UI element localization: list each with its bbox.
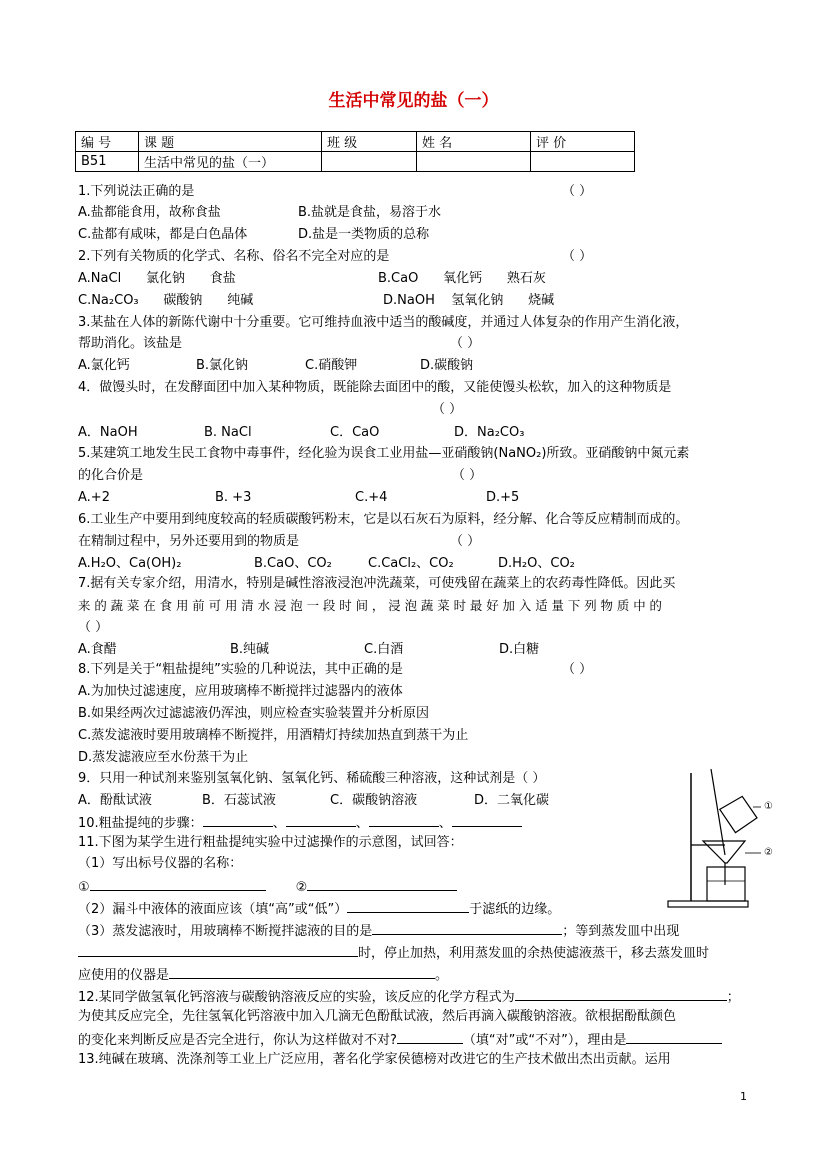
q12-blank-judgement[interactable] [397, 1029, 463, 1044]
q3-option-b: B.氯化钠 [196, 358, 249, 373]
table-header-cell: 评 价 [531, 132, 635, 152]
q7-option-c: C.白酒 [364, 642, 404, 657]
q5-answer-paren[interactable]: （ ） [452, 468, 483, 483]
q10-sep: 、 [355, 816, 369, 831]
q11-blank-instrument-2[interactable] [307, 876, 457, 891]
q10-blank-3[interactable] [369, 812, 439, 827]
q2-option-b: B.CaO 氧化钙 熟石灰 [378, 271, 546, 286]
q5-option-d: D.+5 [486, 490, 520, 505]
stand-base [668, 901, 748, 907]
q5-stem-cont: 的化合价是 [78, 468, 144, 483]
q10-blank-2[interactable] [286, 812, 356, 827]
q11-blank-purpose[interactable] [372, 920, 562, 935]
table-row [76, 152, 635, 172]
table-header-cell: 编 号 [76, 132, 139, 152]
q11-part3-cont [78, 942, 709, 964]
table-cell: 生活中常见的盐（一） [139, 152, 322, 172]
figure-label-2: ② [764, 847, 773, 858]
q9-stem: 9．只用一种试剂来鉴别氢氧化钠、氢氧化钙、稀硫酸三种溶液，这种试剂是（ ） [78, 771, 546, 786]
q11-part1: （1）写出标号仪器的名称： [78, 856, 243, 871]
q5-option-b: B. +3 [215, 490, 252, 505]
q12-question: 的变化来判断反应是否完全进行，你认为这样做对不对? [78, 1033, 397, 1048]
figure-label-1: ① [764, 801, 773, 812]
q11-mark-1: ① [78, 880, 90, 895]
q11-part2-text: （2）漏斗中液体的液面应该（填“高”或“低”） [78, 902, 348, 917]
q5-stem: 5.某建筑工地发生民工食物中毒事件，经化验为误食工业用盐—亚硝酸钠(NaNO₂)所致。亚硝酸钠中氮元素 [78, 446, 690, 461]
q4-option-d: D．Na₂CO₃ [454, 425, 525, 440]
q11-part3-end-period: 。 [435, 968, 449, 983]
q3-option-c: C.硝酸钾 [305, 358, 358, 373]
q11-mark-2: ② [295, 880, 308, 895]
q12-stem: 12.某同学做氢氧化钙溶液与碳酸钠溶液反应的实验，该反应的化学方程式为 [78, 990, 515, 1005]
table-cell: B51 [76, 152, 139, 172]
q3-stem-cont: 帮助消化。该盐是 [78, 336, 183, 351]
filtration-apparatus-figure [663, 763, 763, 913]
q1-answer-paren[interactable]: （ ） [562, 184, 593, 199]
q8-option-b: B.如果经两次过滤滤液仍浑浊，则应检查实验装置并分析原因 [78, 706, 430, 721]
q10-line [78, 812, 522, 834]
table-cell [531, 152, 635, 172]
q2-answer-paren[interactable]: （ ） [562, 249, 593, 264]
q7-option-d: D.白糖 [499, 642, 540, 657]
q6-stem: 6.工业生产中要用到纯度较高的轻质碳酸钙粉末，它是以石灰石为原料，经分解、化合等反应精制而成的。 [78, 512, 689, 527]
q11-blank-level[interactable] [347, 898, 469, 913]
q10-sep: 、 [438, 816, 452, 831]
q11-part2-tail: 于滤纸的边缘。 [469, 902, 561, 917]
q11-part1-blanks [78, 876, 457, 898]
q11-part3 [78, 920, 679, 942]
table-header-row [76, 132, 635, 152]
pouring-beaker [720, 795, 758, 833]
q10-stem: 10.粗盐提纯的步骤： [78, 816, 203, 831]
q12-semicolon: ； [726, 990, 740, 1005]
q2-option-a: A.NaCl 氯化钠 食盐 [78, 271, 236, 286]
q4-option-b: B. NaCl [204, 425, 252, 440]
info-table [75, 131, 635, 172]
q3-option-d: D.碳酸钠 [420, 358, 474, 373]
q6-option-c: C.CaCl₂、CO₂ [368, 556, 454, 571]
q6-stem-cont: 在精制过程中，另外还要用到的物质是 [78, 534, 300, 549]
q12-blank-equation[interactable] [515, 986, 727, 1001]
q13-line1: 13.纯碱在玻璃、洗涤剂等工业上广泛应用，著名化学家侯德榜对改进它的生产技术做出杰出贡献。运用 [78, 1052, 671, 1067]
q6-option-a: A.H₂O、Ca(OH)₂ [78, 556, 182, 571]
q10-sep: 、 [272, 816, 286, 831]
q8-option-c: C.蒸发滤液时要用玻璃棒不断搅拌，用酒精灯持续加热直到蒸干为止 [78, 728, 469, 743]
q1-stem: 1.下列说法正确的是 [78, 184, 195, 199]
q12-line2: 为使其反应完全，先往氢氧化钙溶液中加入几滴无色酚酞试液，然后再滴入碳酸钠溶液。欲根据酚酞颜色 [78, 1009, 677, 1024]
q1-option-b: B.盐就是食盐，易溶于水 [298, 205, 442, 220]
q8-answer-paren[interactable]: （ ） [562, 662, 593, 677]
q4-option-c: C．CaO [330, 425, 380, 440]
q9-option-c: C．碳酸钠溶液 [330, 793, 418, 808]
q1-option-d: D.盐是一类物质的总称 [298, 227, 430, 242]
q8-option-d: D.蒸发滤液应至水份蒸干为止 [78, 750, 249, 765]
q7-stem: 7.据有关专家介绍，用清水，特别是碱性溶液浸泡冲洗蔬菜，可使残留在蔬菜上的农药毒性降低。因此买 [78, 576, 676, 591]
q3-answer-paren[interactable]: （ ） [450, 336, 481, 351]
q3-stem: 3.某盐在人体的新陈代谢中十分重要。它可维持血液中适当的酸碱度，并通过人体复杂的作用产生消化液， [78, 315, 689, 330]
q11-blank-instrument[interactable] [169, 964, 435, 979]
q11-part3-cont-text: 时，停止加热，利用蒸发皿的余热使滤液蒸干，移去蒸发皿时 [358, 946, 710, 961]
q11-part3-text: （3）蒸发滤液时，用玻璃棒不断搅拌滤液的目的是 [78, 924, 373, 939]
table-header-cell: 姓 名 [417, 132, 531, 152]
q4-option-a: A．NaOH [78, 425, 138, 440]
q4-answer-paren[interactable]: （ ） [432, 402, 463, 417]
q5-option-c: C.+4 [355, 490, 388, 505]
page-number: 1 [740, 1090, 747, 1103]
q11-blank-condition[interactable] [78, 942, 358, 957]
beaker [707, 867, 745, 901]
q7-option-a: A.食醋 [78, 642, 117, 657]
table-cell [322, 152, 417, 172]
q4-stem: 4．做馒头时，在发酵面团中加入某种物质，既能除去面团中的酸，又能使馒头松软，加入的这种物质是 [78, 380, 672, 395]
q8-option-a: A.为加快过滤速度，应用玻璃棒不断搅拌过滤器内的液体 [78, 684, 403, 699]
q11-stem: 11.下图为某学生进行粗盐提纯实验中过滤操作的示意图，试回答： [78, 835, 463, 850]
q11-blank-instrument-1[interactable] [90, 876, 266, 891]
q10-blank-1[interactable] [203, 812, 273, 827]
q12-line3 [78, 1029, 722, 1051]
q11-part3-tail: ；等到蒸发皿中出现 [562, 924, 680, 939]
q7-option-b: B.纯碱 [230, 642, 270, 657]
table-header-cell: 班 级 [322, 132, 417, 152]
q5-option-a: A.+2 [78, 490, 110, 505]
table-cell [417, 152, 531, 172]
glass-rod [711, 769, 725, 855]
q10-blank-4[interactable] [452, 812, 522, 827]
page-title: 生活中常见的盐（一） [328, 91, 499, 111]
q6-answer-paren[interactable]: （ ） [450, 534, 481, 549]
q6-option-d: D.H₂O、CO₂ [498, 556, 575, 571]
q11-part2 [78, 898, 560, 920]
q9-option-a: A．酚酞试液 [78, 793, 152, 808]
q2-stem: 2.下列有关物质的化学式、名称、俗名不完全对应的是 [78, 249, 390, 264]
q11-part3-end-text: 应使用的仪器是 [78, 968, 170, 983]
q7-stem-cont: 来 的 蔬 菜 在 食 用 前 可 用 清 水 浸 泡 一 段 时 间 ， 浸 泡 蔬 菜 时 最 好 加 入 适 量 下 列 物 质 中 的 [78, 598, 662, 613]
q3-option-a: A.氯化钙 [78, 358, 130, 373]
q12-reason-label: （填“对”或“不对”），理由是 [462, 1033, 627, 1048]
q9-option-d: D．二氧化碳 [474, 793, 550, 808]
q1-option-c: C.盐都有咸味，都是白色晶体 [78, 227, 248, 242]
q9-option-b: B．石蕊试液 [202, 793, 276, 808]
q1-option-a: A.盐都能食用，故称食盐 [78, 205, 221, 220]
q7-answer-paren[interactable]: （ ） [78, 620, 109, 635]
q2-option-d: D.NaOH 氢氧化钠 烧碱 [383, 293, 555, 308]
q11-part3-end [78, 964, 448, 986]
table-header-cell: 课 题 [139, 132, 322, 152]
q12-blank-reason[interactable] [626, 1029, 722, 1044]
q8-stem: 8.下列是关于“粗盐提纯”实验的几种说法，其中正确的是 [78, 662, 403, 677]
q12-line1 [78, 986, 740, 1008]
q6-option-b: B.CaO、CO₂ [254, 556, 332, 571]
q2-option-c: C.Na₂CO₃ 碳酸钠 纯碱 [78, 293, 254, 308]
